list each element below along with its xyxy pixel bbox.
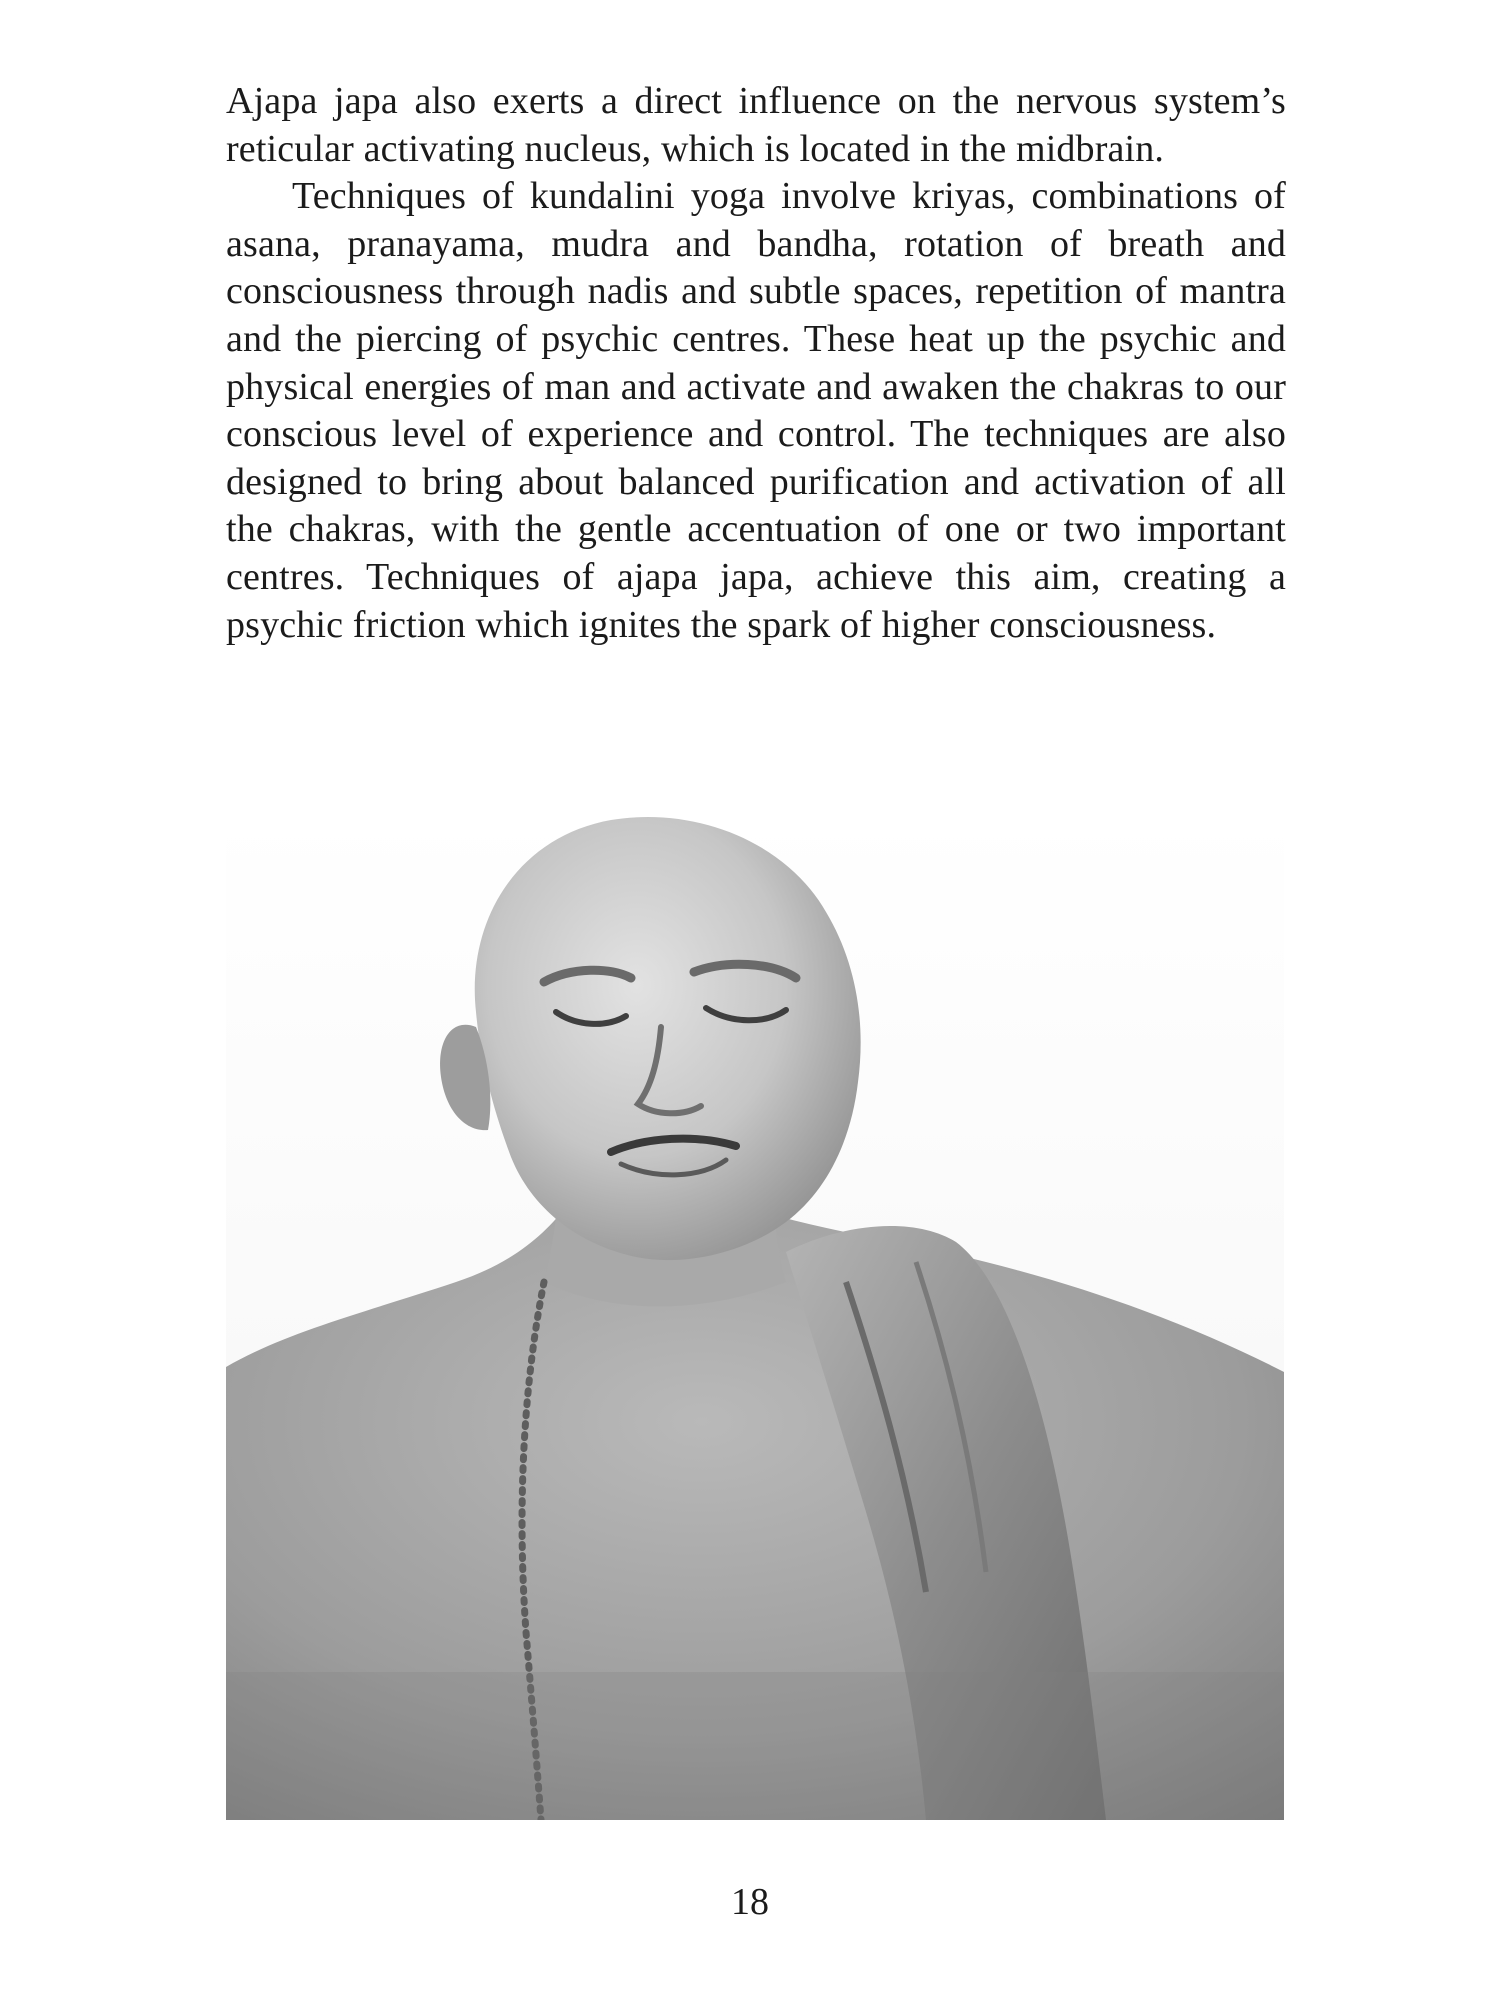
body-text xyxy=(226,78,1286,649)
page-number: 18 xyxy=(731,1881,769,1923)
portrait-photo xyxy=(226,812,1284,1820)
paragraph-2: Techniques of kundalini yoga involve kriyas, combinations of asana, pranayama, mudra and bandha, rotation of breath and consciousness through nadis and subtle spaces, repetition of mantra and the piercing of psychic centres. These heat up the psychic and physical energies of man and activate and awaken the chakras to our conscious level of experience and control. The techniques are also designed to bring about balanced purification and activation of all the chakras, with the gentle accentuation of one or two important centres. Techniques of ajapa japa, achieve this aim, creating a psychic friction which ignites the spark of higher consciousness. xyxy=(226,175,1286,646)
portrait-illustration xyxy=(226,812,1284,1820)
paragraph-1: Ajapa japa also exerts a direct influence on the nervous system’s reticular activating nucleus, which is located in the midbrain. xyxy=(226,80,1286,170)
